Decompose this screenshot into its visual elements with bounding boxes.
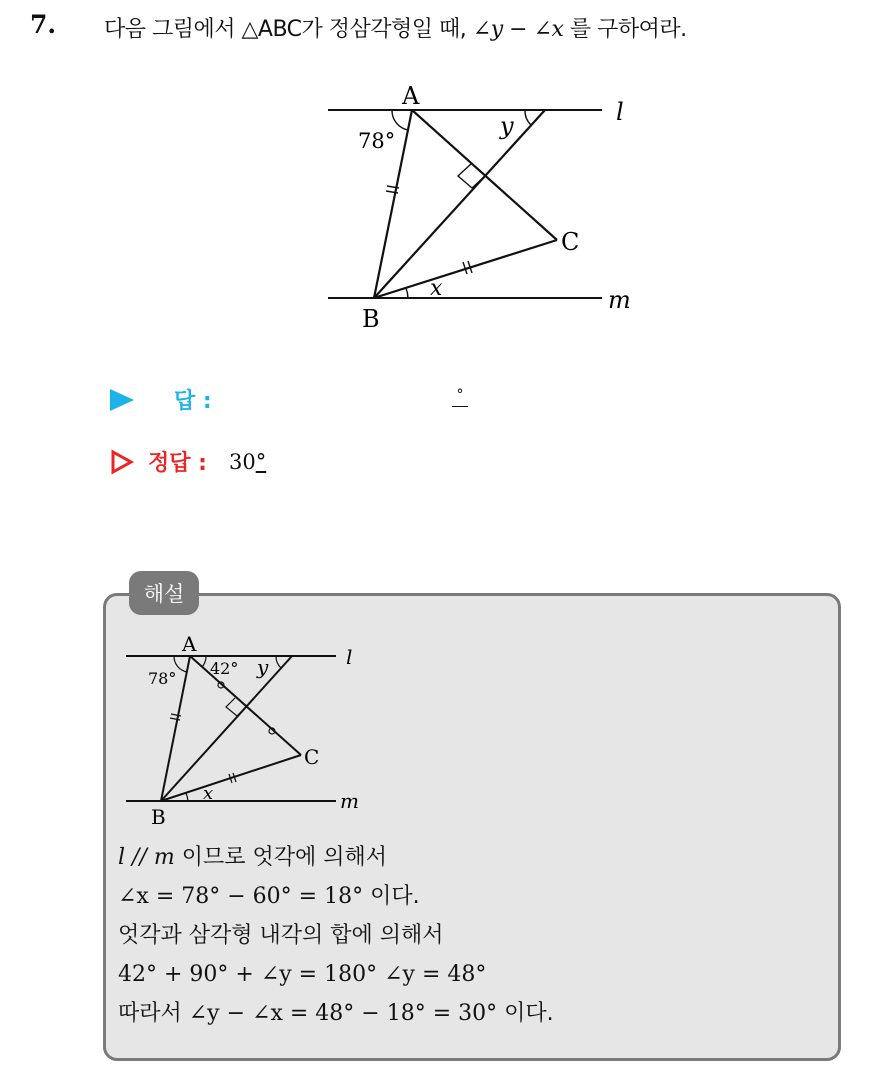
- label-point-a: A: [402, 82, 420, 110]
- explanation-line-1: [118, 838, 554, 877]
- exp-angle-x-arc: [186, 793, 188, 801]
- explanation-tab: 해설: [129, 571, 199, 615]
- angle-expression: ∠y − ∠x: [472, 17, 564, 42]
- exp-right-angle-mark: [226, 698, 246, 716]
- label-angle-y: y: [500, 112, 514, 140]
- explanation-line-5-suffix: 이다.: [497, 1001, 554, 1026]
- triangle-expression: △ABC: [241, 17, 302, 42]
- angle-x-arc: [406, 288, 408, 298]
- exp-label-angle-y: y: [257, 655, 269, 679]
- exp-tick-mark-ab: [170, 714, 181, 720]
- question-text-middle: 가 정삼각형일 때,: [301, 17, 473, 42]
- label-angle-x: x: [430, 276, 443, 301]
- label-angle-78: 78°: [358, 129, 396, 153]
- answer-row: [110, 384, 212, 415]
- question-text: [104, 12, 687, 43]
- explanation-line-5: [118, 994, 554, 1033]
- answer-arrow-icon: [110, 389, 134, 411]
- main-figure: [320, 82, 650, 342]
- explanation-line-4-math: 42° + 90° + ∠y = 180° ∠y = 48°: [118, 962, 487, 987]
- right-angle-mark: [458, 164, 485, 188]
- exp-angle-y-arc: [276, 656, 281, 668]
- correct-answer-label: 정답 :: [148, 451, 207, 476]
- exp-label-angle-x: x: [203, 783, 214, 804]
- label-line-m: m: [608, 286, 631, 314]
- answer-label: 답 :: [174, 389, 212, 414]
- exp-angle-42-arc: [202, 656, 206, 667]
- explanation-line-5-text: 따라서: [118, 1001, 189, 1026]
- exp-label-angle-78: 78°: [148, 669, 177, 688]
- correct-answer-value: [229, 450, 266, 474]
- explanation-line-2: [118, 877, 554, 916]
- explanation-line-3-text: 엇각과 삼각형 내각의 합에 의해서: [118, 923, 444, 948]
- explanation-figure: [120, 632, 380, 832]
- exp-side-ac: [190, 656, 301, 755]
- angle-78-arc: [392, 110, 408, 130]
- exp-label-line-l: l: [346, 645, 353, 669]
- correct-answer-number: 30: [228, 449, 256, 474]
- exp-label-angle-42: 42°: [210, 659, 239, 678]
- answer-input[interactable]: °: [452, 388, 468, 407]
- correct-answer-row: [110, 446, 266, 477]
- correct-arrow-icon: [110, 449, 134, 475]
- explanation-line-5-math: ∠y − ∠x = 48° − 18° = 30°: [188, 1001, 498, 1026]
- question-text-prefix: 다음 그림에서: [104, 17, 242, 42]
- explanation-line-1-math: l // m: [118, 845, 175, 870]
- label-point-b: B: [362, 305, 380, 333]
- label-point-c: C: [561, 228, 580, 256]
- explanation-line-4: [118, 955, 554, 994]
- angle-y-arc: [525, 110, 531, 125]
- exp-label-point-c: C: [304, 745, 320, 769]
- question-number: 7.: [30, 10, 57, 39]
- explanation-text: [118, 838, 554, 1033]
- explanation-line-2-math: ∠x = 78° − 60° = 18°: [118, 884, 364, 909]
- explanation-line-3: [118, 916, 554, 955]
- exp-label-line-m: m: [340, 789, 359, 813]
- correct-answer-unit: °: [255, 449, 267, 474]
- explanation-line-2-text: 이다.: [363, 884, 420, 909]
- explanation-line-1-text: 이므로 엇각에 의해서: [174, 845, 387, 870]
- exp-label-point-b: B: [151, 805, 166, 829]
- label-line-l: l: [616, 98, 624, 126]
- exp-label-point-a: A: [182, 632, 197, 656]
- question-text-suffix: 를 구하여라.: [563, 17, 687, 42]
